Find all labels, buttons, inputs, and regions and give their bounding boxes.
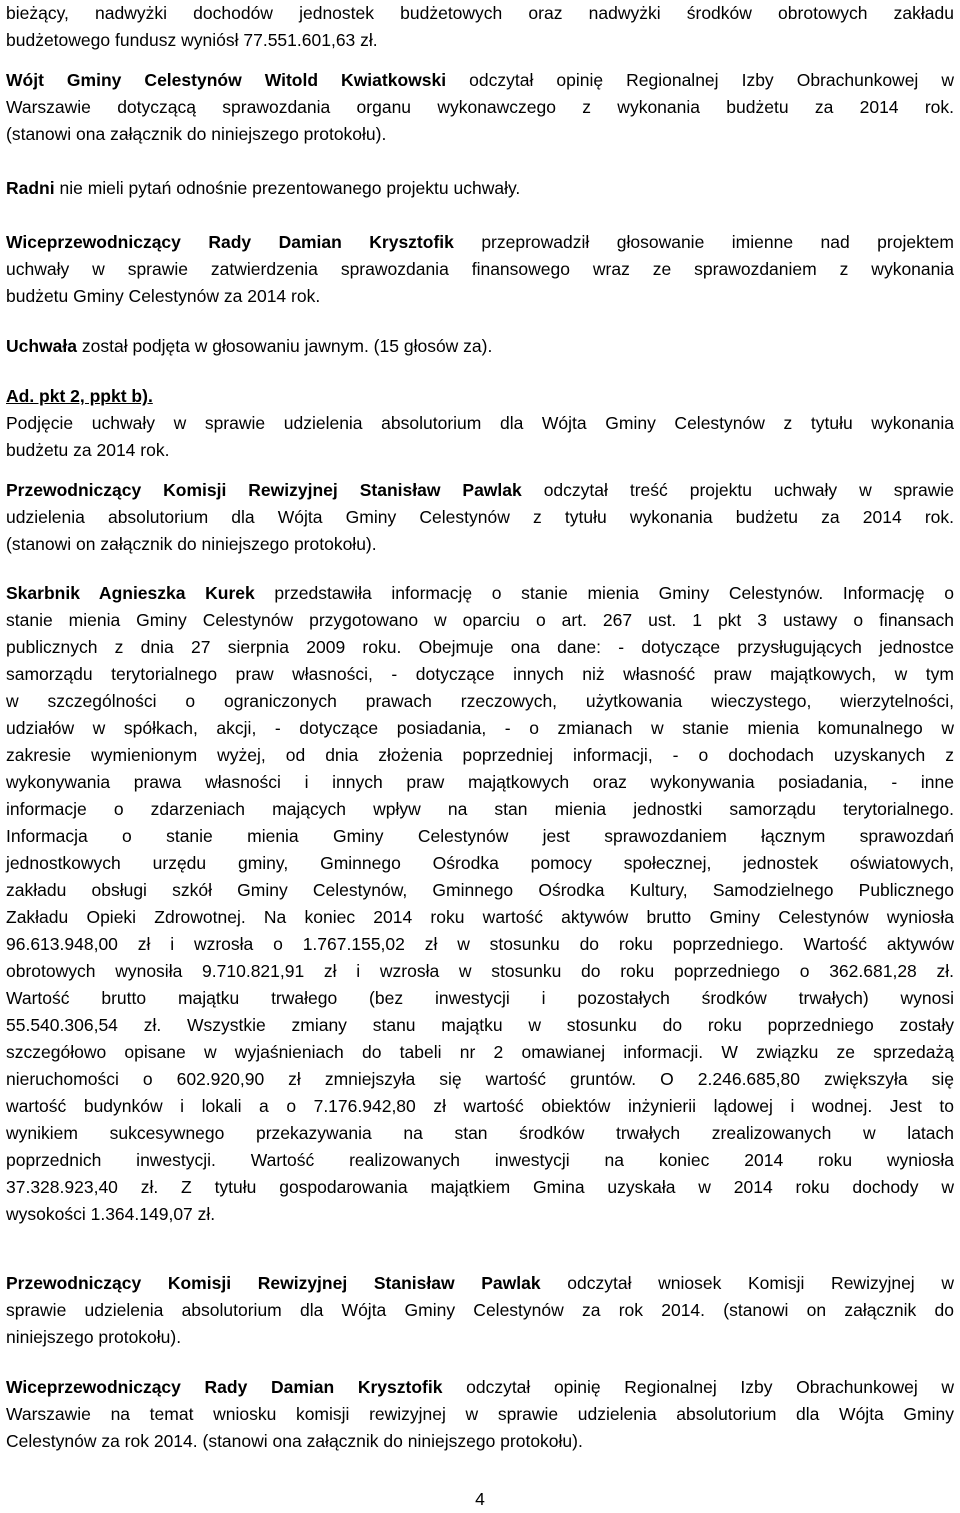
text-line: [6, 94, 954, 120]
text-line: [6, 796, 954, 822]
text-line: [6, 437, 954, 463]
page-number: 4: [475, 1489, 485, 1509]
text-line: [6, 688, 954, 714]
text-line: [6, 904, 954, 930]
text-segment: wynikiem sukcesywnego przekazywania na stan środków trwałych zrealizowanych w latach: [6, 1123, 954, 1143]
text-segment: poprzednich inwestycji. Wartość realizowanych inwestycji na koniec 2014 roku wyniosła: [6, 1150, 954, 1170]
text-line: [6, 0, 954, 26]
text-line: [6, 580, 954, 606]
text-line: [6, 1374, 954, 1400]
text-segment: wysokości 1.364.149,07 zł.: [6, 1204, 216, 1224]
text-line: [6, 410, 954, 436]
text-line: [6, 531, 954, 557]
bold-text: Wiceprzewodniczący Rady Damian Krysztofik: [6, 1377, 443, 1397]
text-segment: nieruchomości o 602.920,90 zł zmniejszyła się wartość gruntów. O 2.246.685,80 zwiększyła się: [6, 1069, 954, 1089]
bold-text: Ad. pkt 2, ppkt b).: [6, 386, 153, 406]
text-segment: nie mieli pytań odnośnie prezentowanego projektu uchwały.: [54, 178, 521, 198]
text-line: [6, 1174, 954, 1200]
text-segment: budżetu Gminy Celestynów za 2014 rok.: [6, 286, 321, 306]
bold-text: Uchwała: [6, 336, 77, 356]
text-line: [6, 715, 954, 741]
bold-text: Radni: [6, 178, 55, 198]
text-line: [6, 1428, 954, 1454]
text-line: [6, 27, 954, 53]
text-line: [6, 1147, 954, 1173]
text-segment: niniejszego protokołu).: [6, 1327, 182, 1347]
text-line: [6, 823, 954, 849]
text-line: [6, 229, 954, 255]
text-segment: informacje o zdarzeniach mających wpływ na stan mienia jednostki samorządu terytorialnego.: [6, 799, 954, 819]
text-segment: udzielenia absolutorium dla Wójta Gminy Celestynów z tytułu wykonania budżetu za 2014 rok.: [6, 507, 954, 527]
text-segment: 96.613.948,00 zł i wzrosła o 1.767.155,02 zł w stosunku do roku poprzedniego. Wartość aktywów: [6, 934, 954, 954]
text-segment: obrotowych wynosiła 9.710.821,91 zł i wzrosła w stosunku do roku poprzedniego o 362.681,28 zł.: [6, 961, 954, 981]
text-line: [6, 661, 954, 687]
text-line: [6, 283, 954, 309]
text-line: [6, 67, 954, 93]
text-line: [6, 175, 954, 201]
text-segment: stanie mienia Gminy Celestynów przygotowano w oparciu o art. 267 ust. 1 pkt 3 ustawy o finansach: [6, 610, 954, 630]
text-segment: Informacja o stanie mienia Gminy Celestynów jest sprawozdaniem łącznym sprawozdań: [6, 826, 954, 846]
text-segment: (stanowi ona załącznik do niniejszego protokołu).: [6, 124, 387, 144]
text-segment: przeprowadził głosowanie imienne nad projektem: [453, 232, 954, 252]
text-line: [6, 121, 954, 147]
text-segment: budżetowego fundusz wyniósł 77.551.601,63 zł.: [6, 30, 378, 50]
text-segment: Celestynów za rok 2014. (stanowi ona załącznik do niniejszego protokołu).: [6, 1431, 583, 1451]
text-segment: szczegółowo opisane w wyjaśnieniach do tabeli nr 2 omawianej informacji. W związku ze sprzedażą: [6, 1042, 954, 1062]
text-line: [6, 607, 954, 633]
text-segment: udziałów w spółkach, akcji, - dotyczące posiadania, - o zmianach w stanie mienia komunalnego w: [6, 718, 954, 738]
text-segment: budżetu za 2014 rok.: [6, 440, 170, 460]
text-line: [6, 958, 954, 984]
text-line: [6, 985, 954, 1011]
bold-text: Przewodniczący Komisji Rewizyjnej Stanisław Pawlak: [6, 1273, 541, 1293]
text-line: [6, 1324, 954, 1350]
text-segment: Warszawie dotyczącą sprawozdania organu wykonawczego z wykonania budżetu za 2014 rok.: [6, 97, 954, 117]
text-line: [6, 931, 954, 957]
text-segment: zakładu obsługi szkół Gminy Celestynów, Gminnego Ośrodka Kultury, Samodzielnego Publicznego: [6, 880, 954, 900]
text-line: [6, 1297, 954, 1323]
text-segment: wartość budynków i lokali a o 7.176.942,80 zł wartość obiektów inżynierii lądowej i wodnej. Jest to: [6, 1096, 954, 1116]
text-segment: publicznych z dnia 27 sierpnia 2009 roku. Obejmuje ona dane: - dotyczące przysługujących jednostce: [6, 637, 954, 657]
text-line: [6, 1012, 954, 1038]
text-segment: jednostkowych urzędu gminy, Gminnego Ośrodka pomocy społecznej, jednostek oświatowych,: [6, 853, 954, 873]
text-line: [6, 383, 954, 409]
text-segment: w szczególności o ograniczonych prawach rzeczowych, użytkowania wieczystego, wierzytelności,: [6, 691, 954, 711]
text-segment: wykonywania prawa własności i innych praw majątkowych oraz wykonywania posiadania, - inne: [6, 772, 954, 792]
text-segment: Wartość brutto majątku trwałego (bez inwestycji i pozostałych środków trwałych) wynosi: [6, 988, 954, 1008]
text-line: [6, 1201, 954, 1227]
text-segment: odczytał treść projektu uchwały w sprawie: [521, 480, 954, 500]
text-segment: Zakładu Opieki Zdrowotnej. Na koniec 2014 roku wartość aktywów brutto Gminy Celestynów wyniosła: [6, 907, 954, 927]
text-segment: (stanowi on załącznik do niniejszego protokołu).: [6, 534, 377, 554]
text-segment: odczytał opinię Regionalnej Izby Obrachunkowej w: [446, 70, 954, 90]
text-line: [6, 1093, 954, 1119]
text-segment: sprawie udzielenia absolutorium dla Wójta Gminy Celestynów za rok 2014. (stanowi on załącznik do: [6, 1300, 954, 1320]
text-segment: 55.540.306,54 zł. Wszystkie zmiany stanu majątku w stosunku do roku poprzedniego zostały: [6, 1015, 954, 1035]
text-line: [6, 1120, 954, 1146]
text-segment: samorządu terytorialnego praw własności, - dotyczące innych niż własność praw majątkowych, w tym: [6, 664, 954, 684]
text-line: [6, 1066, 954, 1092]
text-line: [6, 634, 954, 660]
text-segment: Warszawie na temat wniosku komisji rewizyjnej w sprawie udzielenia absolutorium dla Wójta Gminy: [6, 1404, 954, 1424]
text-line: [6, 504, 954, 530]
text-segment: Podjęcie uchwały w sprawie udzielenia absolutorium dla Wójta Gminy Celestynów z tytułu wykonania: [6, 413, 954, 433]
text-segment: odczytał wniosek Komisji Rewizyjnej w: [540, 1273, 954, 1293]
text-line: [6, 1270, 954, 1296]
bold-text: Skarbnik Agnieszka Kurek: [6, 583, 255, 603]
text-line: [6, 742, 954, 768]
text-segment: zakresie wymienionym wyżej, od dnia złożenia poprzedniej informacji, - o dochodach uzyskanych z: [6, 745, 954, 765]
bold-text: Wójt Gminy Celestynów Witold Kwiatkowski: [6, 70, 447, 90]
text-line: [6, 1039, 954, 1065]
bold-text: Przewodniczący Komisji Rewizyjnej Stanisław Pawlak: [6, 480, 522, 500]
text-segment: odczytał opinię Regionalnej Izby Obrachunkowej w: [442, 1377, 954, 1397]
text-segment: przedstawiła informację o stanie mienia Gminy Celestynów. Informację o: [254, 583, 955, 603]
text-line: [6, 256, 954, 282]
text-line: [6, 877, 954, 903]
text-segment: uchwały w sprawie zatwierdzenia sprawozdania finansowego wraz ze sprawozdaniem z wykonania: [6, 259, 954, 279]
bold-text: Wiceprzewodniczący Rady Damian Krysztofik: [6, 232, 454, 252]
text-line: [6, 477, 954, 503]
text-segment: bieżący, nadwyżki dochodów jednostek budżetowych oraz nadwyżki środków obrotowych zakładu: [6, 3, 954, 23]
text-line: [6, 1401, 954, 1427]
text-line: [6, 333, 954, 359]
text-line: [6, 769, 954, 795]
text-segment: 37.328.923,40 zł. Z tytułu gospodarowania majątkiem Gmina uzyskała w 2014 roku dochody w: [6, 1177, 954, 1197]
text-line: [6, 850, 954, 876]
text-segment: został podjęta w głosowaniu jawnym. (15 głosów za).: [77, 336, 493, 356]
